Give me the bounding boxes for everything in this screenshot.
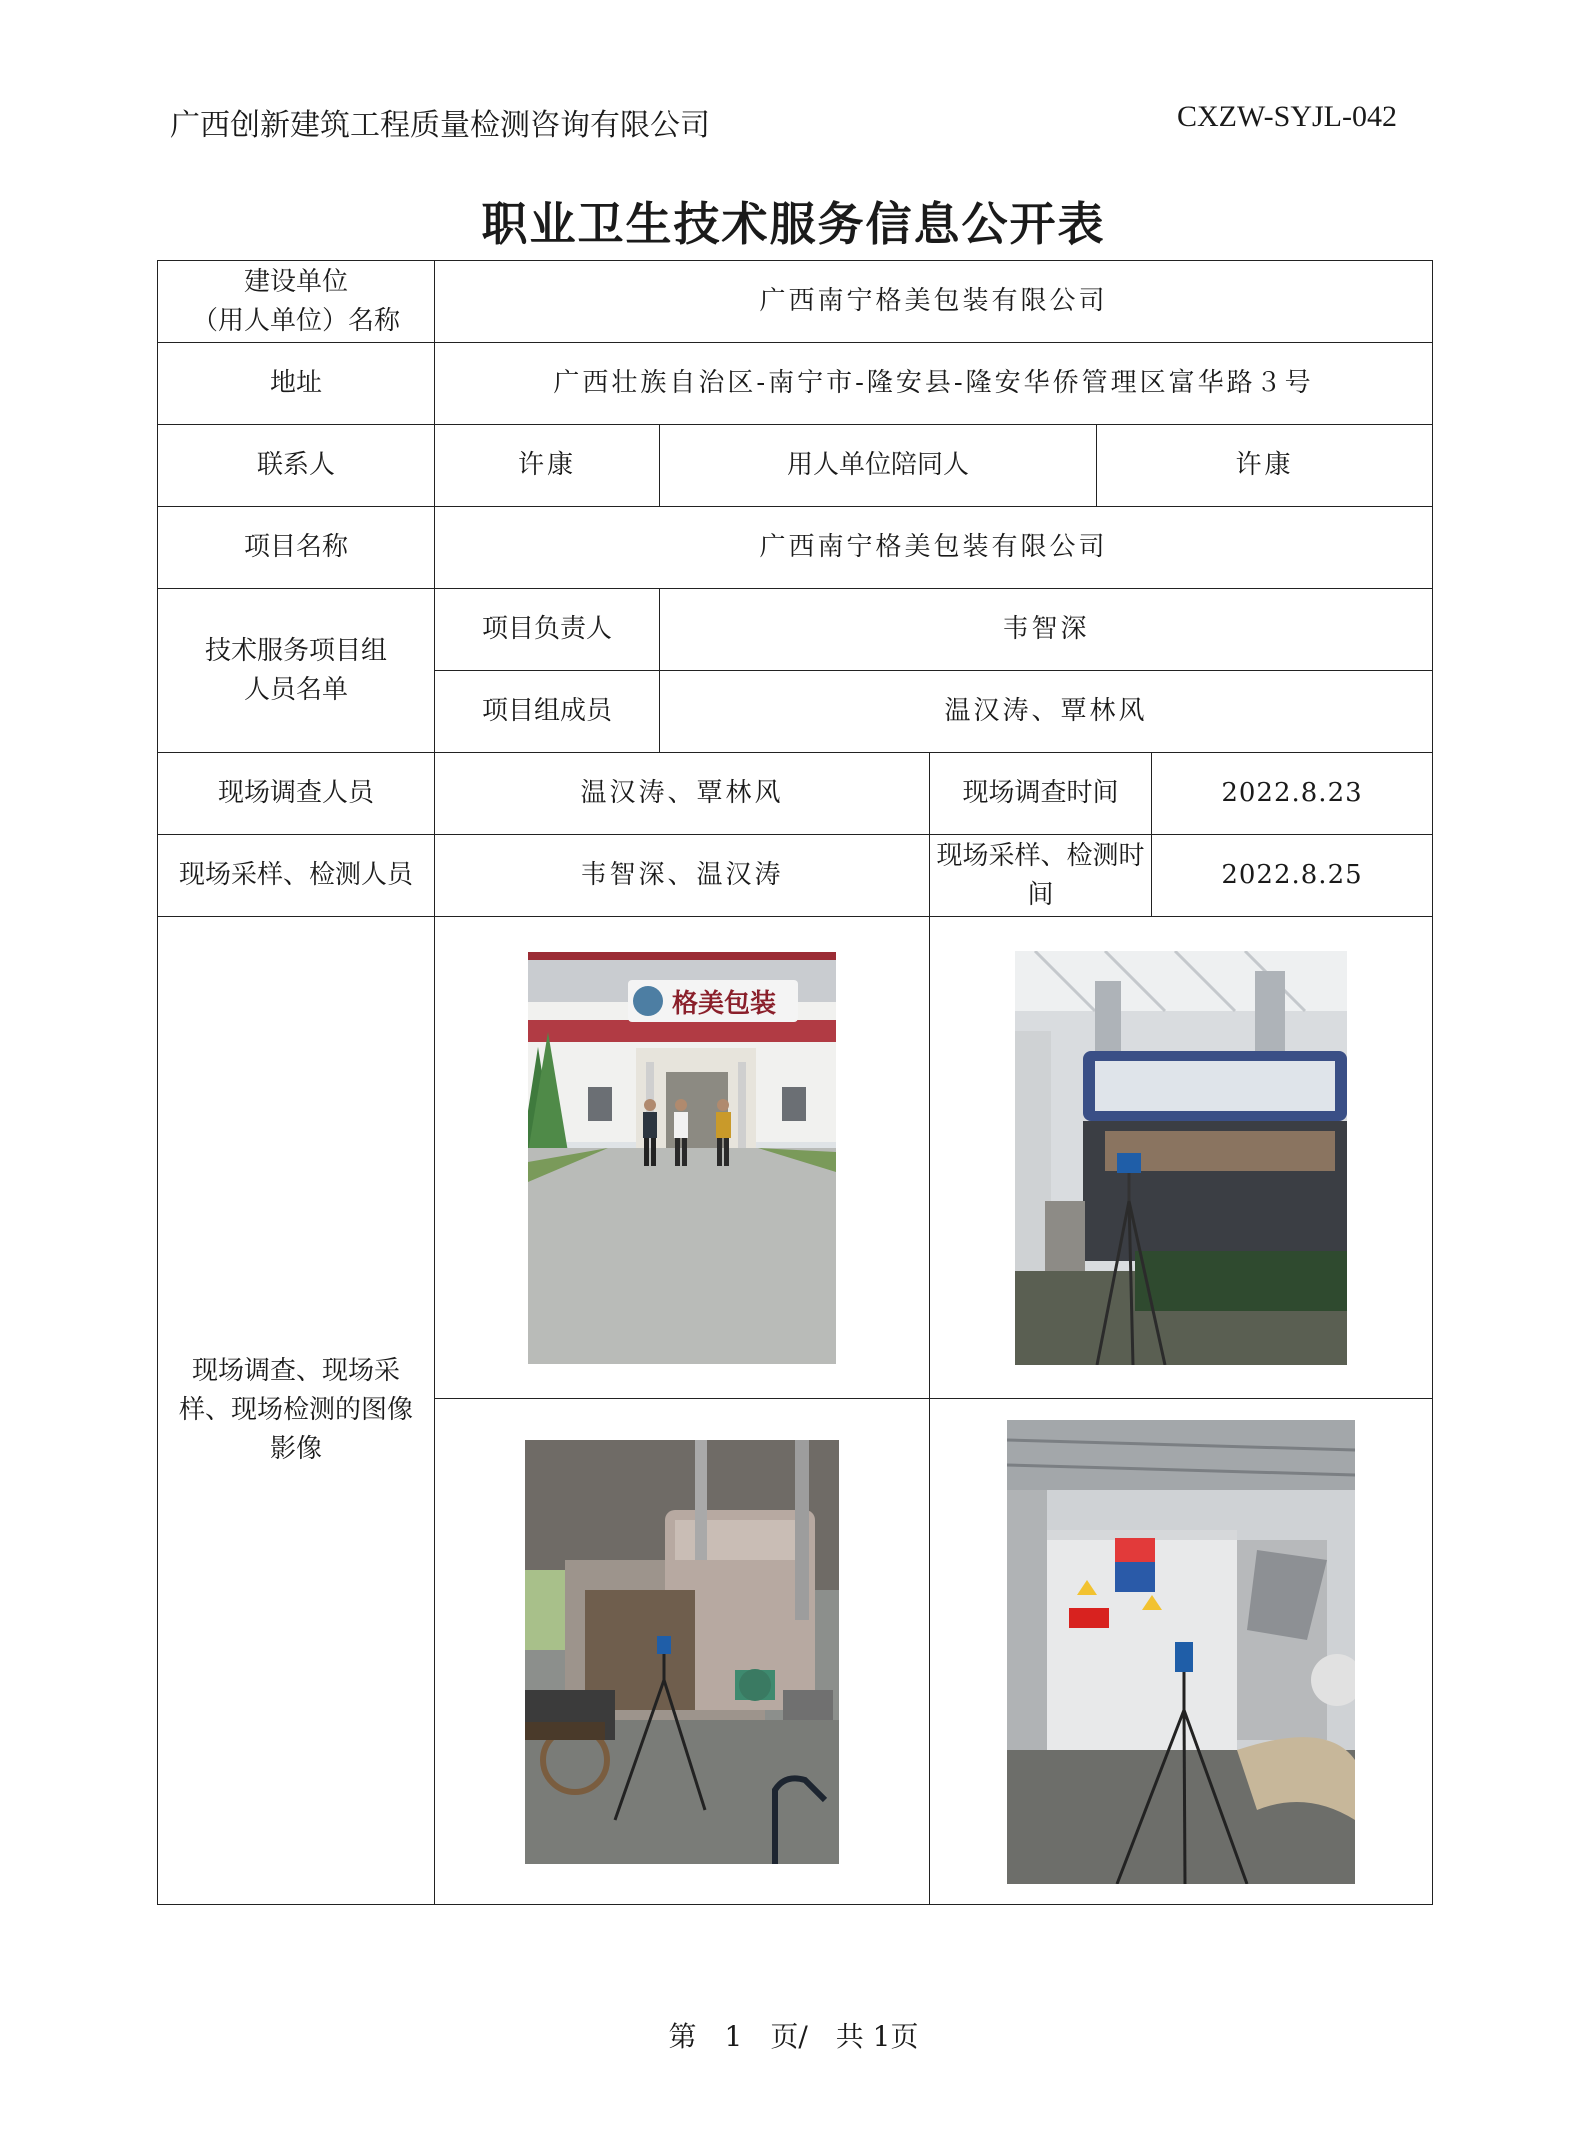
members-label: 项目组成员 (435, 671, 660, 753)
document-code: CXZW-SYJL-042 (1177, 100, 1397, 133)
project-label: 项目名称 (158, 507, 435, 589)
team-label: 技术服务项目组人员名单 (158, 589, 435, 753)
escort-value: 许康 (1097, 425, 1433, 507)
sign-text: 格美包装 (671, 988, 777, 1019)
sampling-staff-value: 韦智深、温汉涛 (435, 835, 930, 917)
survey-time-value: 2022.8.23 (1152, 753, 1433, 835)
sampling-time-label: 现场采样、检测时间 (930, 835, 1152, 917)
table-row (158, 261, 1433, 343)
unit-value: 广西南宁格美包装有限公司 (435, 261, 1433, 343)
table-row (158, 835, 1433, 917)
site-entrance-photo (528, 952, 836, 1364)
survey-staff-label: 现场调查人员 (158, 753, 435, 835)
unit-label: 建设单位 （用人单位）名称 (158, 261, 435, 343)
info-table (157, 260, 1433, 1905)
photo-cell-2 (930, 917, 1433, 1399)
survey-time-label: 现场调查时间 (930, 753, 1152, 835)
photo-cell-3 (435, 1399, 930, 1905)
photo-cell-4 (930, 1399, 1433, 1905)
leader-value: 韦智深 (660, 589, 1433, 671)
escort-label: 用人单位陪同人 (660, 425, 1097, 507)
machine-monitoring-photo (1015, 951, 1347, 1365)
contact-value: 许康 (435, 425, 660, 507)
boiler-monitoring-photo (525, 1440, 839, 1864)
leader-label: 项目负责人 (435, 589, 660, 671)
page-footer: 第 1 页/ 共 1页 (668, 2020, 919, 2053)
images-label: 现场调查、现场采样、现场检测的图像影像 (158, 917, 435, 1905)
photo-cell-1 (435, 917, 930, 1399)
table-row (158, 917, 1433, 1399)
page-title: 职业卫生技术服务信息公开表 (481, 197, 1106, 251)
members-value: 温汉涛、覃林风 (660, 671, 1433, 753)
sampling-time-value: 2022.8.25 (1152, 835, 1433, 917)
table-row (158, 753, 1433, 835)
table-row (158, 507, 1433, 589)
address-label: 地址 (158, 343, 435, 425)
company-name: 广西创新建筑工程质量检测咨询有限公司 (170, 108, 710, 143)
contact-label: 联系人 (158, 425, 435, 507)
slitter-monitoring-photo (1007, 1420, 1355, 1884)
project-value: 广西南宁格美包装有限公司 (435, 507, 1433, 589)
survey-staff-value: 温汉涛、覃林风 (435, 753, 930, 835)
table-row (158, 589, 1433, 671)
table-row (158, 343, 1433, 425)
sampling-staff-label: 现场采样、检测人员 (158, 835, 435, 917)
table-row (158, 425, 1433, 507)
address-value: 广西壮族自治区-南宁市-隆安县-隆安华侨管理区富华路３号 (435, 343, 1433, 425)
